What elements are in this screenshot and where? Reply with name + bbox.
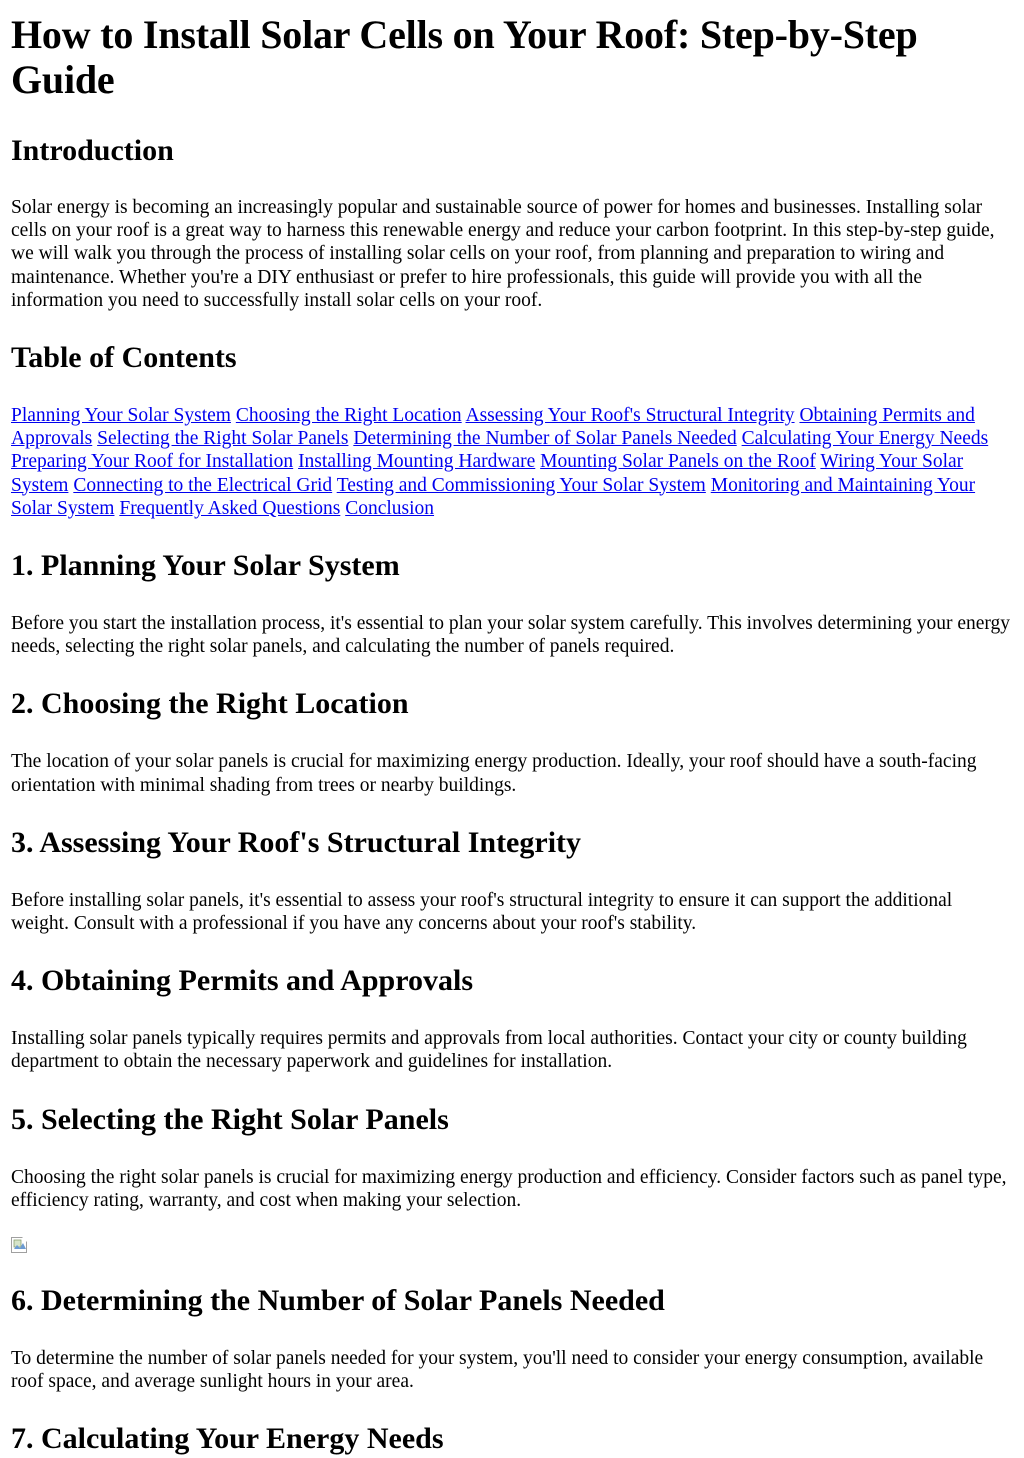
toc-link-location[interactable]: Choosing the Right Location [235,405,462,427]
toc-link-number-of-panels[interactable]: Determining the Number of Solar Panels Needed [353,428,737,450]
toc-link-grid[interactable]: Connecting to the Electrical Grid [73,474,333,496]
section-paragraph: Choosing the right solar panels is crucial for maximizing energy production and efficiency. Consider factors such as panel type, efficiency rating, warranty, and cost when making your selection. [11,1166,1007,1211]
section-heading: 2. Choosing the Right Location [11,687,409,721]
toc-link-mounting-hardware[interactable]: Installing Mounting Hardware [298,451,536,473]
section-heading: 6. Determining the Number of Solar Panels Needed [11,1284,665,1318]
toc-link-planning[interactable]: Planning Your Solar System [11,405,231,427]
section-heading: 7. Calculating Your Energy Needs [11,1422,444,1456]
toc-link-preparing-roof[interactable]: Preparing Your Roof for Installation [11,451,294,473]
section-heading: 1. Planning Your Solar System [11,549,400,583]
section-heading: 4. Obtaining Permits and Approvals [11,964,474,998]
toc-link-conclusion[interactable]: Conclusion [345,497,435,519]
section-heading: 5. Selecting the Right Solar Panels [11,1102,449,1136]
toc-link-permits[interactable]: Obtaining Permits and Approvals [11,405,975,450]
toc-link-testing[interactable]: Testing and Commissioning Your Solar System [336,474,706,496]
section-paragraph: To determine the number of solar panels needed for your system, you'll need to consider your energy consumption, available roof space, and average sunlight hours in your area. [11,1348,984,1393]
intro-paragraph: Solar energy is becoming an increasingly popular and sustainable source of power for homes and businesses. Installing solar cells on your roof is a great way to harness this renewable energy and reduce your carbon footprint. In this step-by-step guide, we will walk you through the process of installing solar cells on your roof, from planning and preparation to wiring and maintenance. Whether you're a DIY enthusiast or prefer to hire professionals, this guide will provide you with all the information you need to successfully install solar cells on your roof. [11,197,995,311]
intro-heading: Introduction [11,134,174,167]
broken-image-icon [11,1237,29,1255]
section-paragraph: Before you start the installation process, it's essential to plan your solar system carefully. This involves determining your energy needs, selecting the right solar panels, and calculating the number of panels required. [11,613,1011,658]
toc-link-selecting-panels[interactable]: Selecting the Right Solar Panels [97,428,349,450]
toc-link-faq[interactable]: Frequently Asked Questions [119,497,341,519]
toc-heading: Table of Contents [11,341,237,375]
toc-link-energy-needs[interactable]: Calculating Your Energy Needs [741,428,989,450]
section-paragraph: Before installing solar panels, it's essential to assess your roof's structural integrity to ensure it can support the additional weight. Consult with a professional if you have any concerns about your roof's stability. [11,889,953,935]
toc-link-roof-integrity[interactable]: Assessing Your Roof's Structural Integrity [465,405,795,427]
toc-link-mounting-panels[interactable]: Mounting Solar Panels on the Roof [540,451,816,473]
article [0,12,1024,1456]
section-heading: 3. Assessing Your Roof's Structural Integrity [11,825,582,859]
toc-link-monitoring[interactable]: Monitoring and Maintaining Your Solar System [11,474,976,519]
toc-links [11,404,1013,520]
page-title: How to Install Solar Cells on Your Roof: Step-by-Step Guide [11,12,918,102]
toc-link-wiring[interactable]: Wiring Your Solar System [11,451,964,496]
section-paragraph: Installing solar panels typically requires permits and approvals from local authorities. Contact your city or county building department to obtain the necessary paperwork and guidelines for installation. [11,1028,967,1073]
section-paragraph: The location of your solar panels is crucial for maximizing energy production. Ideally, your roof should have a south-facing orientation with minimal shading from trees or nearby buildings. [11,751,977,796]
